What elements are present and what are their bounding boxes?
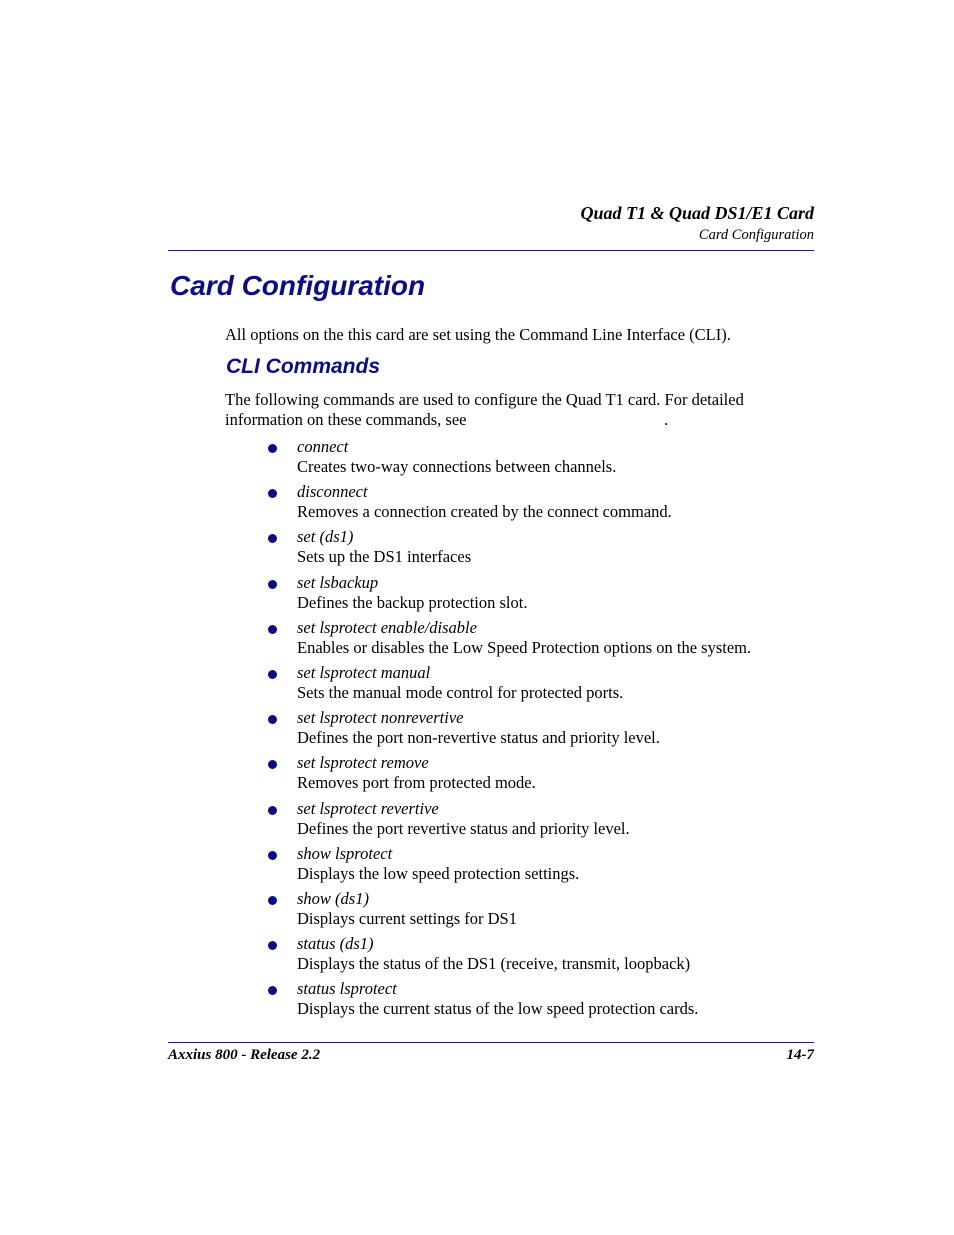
list-item — [0, 934, 954, 979]
page-title: Card Configuration — [170, 270, 426, 301]
bullet-icon — [268, 715, 277, 724]
body-paragraph — [225, 390, 785, 430]
command-name: connect — [297, 437, 349, 456]
header-rule — [168, 250, 814, 251]
list-item — [0, 618, 954, 663]
list-item — [0, 979, 954, 1024]
command-name: set lsprotect enable/disable — [297, 617, 477, 637]
command-name: status lsprotect — [297, 979, 397, 999]
list-item — [0, 482, 954, 527]
command-description: Displays current settings for DS1 — [297, 909, 517, 928]
list-item — [0, 799, 954, 844]
bullet-icon — [268, 670, 277, 679]
command-description: Creates two-way connections between channels. — [297, 457, 617, 476]
bullet-icon — [268, 806, 277, 815]
command-description: Defines the backup protection slot. — [297, 592, 528, 612]
footer-release: Axxius 800 - Release 2.2 — [168, 1047, 321, 1063]
list-item — [0, 573, 954, 618]
command-description: Defines the port non-revertive status and priority level. — [297, 728, 660, 748]
list-item — [0, 753, 954, 798]
command-description: Defines the port revertive status and priority level. — [297, 818, 630, 838]
paragraph-line: The following commands are used to configure the Quad T1 card. For detailed — [225, 390, 744, 409]
command-name: show lsprotect — [297, 843, 393, 863]
running-header-title: Quad T1 & Quad DS1/E1 Card — [580, 203, 814, 223]
paragraph-end: . — [664, 410, 669, 429]
bullet-icon — [268, 580, 277, 589]
section-heading: CLI Commands — [226, 355, 381, 378]
command-name: status (ds1) — [297, 934, 374, 954]
command-name: disconnect — [297, 482, 368, 502]
bullet-icon — [268, 941, 277, 950]
list-item — [0, 437, 954, 482]
command-description: Enables or disables the Low Speed Protection options on the system. — [297, 637, 752, 657]
bullet-icon — [268, 851, 277, 860]
bullet-icon — [268, 760, 277, 769]
list-item — [0, 663, 954, 708]
command-name: show (ds1) — [297, 889, 369, 908]
command-description: Sets the manual mode control for protected ports. — [297, 683, 624, 702]
command-name: set lsprotect manual — [297, 663, 431, 682]
command-description: Displays the low speed protection settings. — [297, 863, 580, 883]
list-item — [0, 844, 954, 889]
list-item — [0, 889, 954, 934]
command-description: Removes port from protected mode. — [297, 773, 536, 793]
footer-page-number: 14-7 — [786, 1047, 814, 1063]
command-description: Removes a connection created by the connect command. — [297, 502, 672, 522]
command-name: set lsprotect revertive — [297, 798, 439, 818]
intro-paragraph: All options on the this card are set using the Command Line Interface (CLI). — [225, 325, 731, 344]
command-name: set lsprotect remove — [297, 753, 429, 773]
running-header-subtitle: Card Configuration — [698, 227, 814, 243]
command-name: set lsprotect nonrevertive — [297, 708, 464, 728]
command-name: set (ds1) — [297, 527, 354, 547]
list-item — [0, 708, 954, 753]
list-item — [0, 527, 954, 572]
footer-rule — [168, 1042, 814, 1043]
bullet-icon — [268, 444, 277, 453]
bullet-icon — [268, 625, 277, 634]
bullet-icon — [268, 534, 277, 543]
command-name: set lsbackup — [297, 572, 379, 592]
bullet-icon — [268, 896, 277, 905]
paragraph-line: information on these commands, see — [225, 410, 467, 429]
bullet-icon — [268, 986, 277, 995]
command-description: Displays the current status of the low speed protection cards. — [297, 999, 699, 1019]
command-description: Displays the status of the DS1 (receive, transmit, loopback) — [297, 954, 691, 974]
command-description: Sets up the DS1 interfaces — [297, 547, 472, 567]
bullet-icon — [268, 489, 277, 498]
